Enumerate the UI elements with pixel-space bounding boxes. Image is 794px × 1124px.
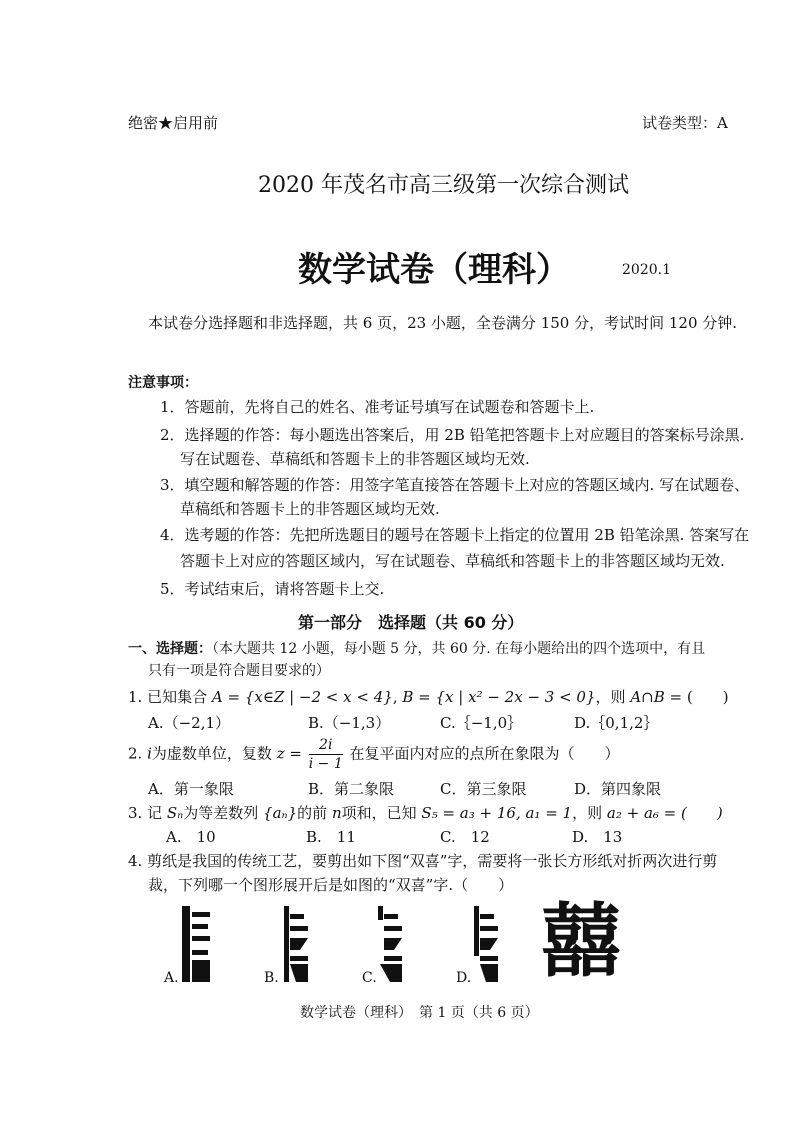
q2-fraction-denominator: i − 1 <box>308 756 343 772</box>
q1-option-b: B.（−1,3） <box>308 714 391 732</box>
q4-option-a-figure <box>180 906 212 982</box>
q4-option-b-figure <box>282 906 312 982</box>
paper-type-label: 试卷类型：A <box>642 114 728 132</box>
section-instruction-continued: 只有一项是符合题目要求的） <box>148 663 330 679</box>
section-title: 第一部分 选择题（共 60 分） <box>298 613 524 632</box>
q3-stem-e: ，则 <box>572 804 603 822</box>
q4-label-c: C. <box>362 970 377 986</box>
section-instruction <box>128 638 705 658</box>
note-item: 3．填空题和解答题的作答：用签字笔直接答在答题卡上对应的答题区域内. 写在试题卷、 <box>160 476 750 494</box>
note-item: 4．选考题的作答：先把所选题目的题号在答题卡上指定的位置用 2B 铅笔涂黑. 答案写在 <box>160 526 750 544</box>
q4-target-glyph: 囍 <box>541 894 621 988</box>
section-instruction-lead: 一、选择题： <box>128 641 212 657</box>
q3-option-d: D. 13 <box>572 828 623 846</box>
q4-label-b: B. <box>264 970 279 986</box>
q4-label-a: A. <box>164 970 179 986</box>
q2-option-d: D．第四象限 <box>574 780 662 798</box>
q4-option-d-figure <box>472 906 502 982</box>
q3-n-variable: n <box>331 804 342 822</box>
paper-subtitle: 数学试卷（理科） <box>298 250 570 290</box>
q2-fraction-numerator: 2i <box>309 736 343 755</box>
q1-option-a: A.（−2,1） <box>148 714 231 732</box>
q1-option-d: D.｛0,1,2｝ <box>574 714 659 732</box>
q1-answer-paren: = ( ) <box>669 688 729 706</box>
q2-option-b: B．第二象限 <box>308 780 395 798</box>
question-2-stem <box>128 736 620 773</box>
q1-separator: , <box>392 688 398 706</box>
note-item: 2．选择题的作答：每小题选出答案后，用 2B 铅笔把答题卡上对应题目的答案标号涂黑. <box>160 426 745 444</box>
q3-stem-prefix: 3. 记 <box>128 804 163 822</box>
exam-title: 2020 年茂名市高三级第一次综合测试 <box>258 173 629 198</box>
q2-i-variable: i <box>147 744 152 763</box>
q3-option-a: A. 10 <box>166 828 216 846</box>
q3-stem-c: 的前 <box>297 804 328 822</box>
q2-fraction <box>309 736 343 773</box>
question-3-stem <box>128 802 723 823</box>
q2-stem-mid: 为虚数单位，复数 <box>151 744 272 763</box>
q1-stem-mid: ，则 <box>595 688 626 706</box>
q1-option-c: C.｛−1,0｝ <box>440 714 523 732</box>
q3-ask: a₂ + a₆ = ( ) <box>606 804 723 822</box>
notes-heading: 注意事项： <box>128 375 198 391</box>
q3-stem-d: 项和，已知 <box>341 804 417 822</box>
q1-stem-prefix: 1. 已知集合 <box>128 688 208 706</box>
q1-set-a: A = {x∈Z | −2 < x < 4} <box>211 688 393 706</box>
q3-sn: Sₙ <box>166 804 184 822</box>
question-4-stem-continued: 裁，下列哪一个图形展开后是如图的“双喜”字.（ ） <box>148 876 514 894</box>
note-item: 1．答题前，先将自己的姓名、准考证号填写在试题卷和答题卡上. <box>160 398 595 416</box>
q3-condition: S₅ = a₃ + 16, a₁ = 1 <box>421 804 573 822</box>
q3-sequence: {aₙ} <box>263 804 298 822</box>
question-1-stem <box>128 686 729 707</box>
q3-option-c: C. 12 <box>440 828 490 846</box>
note-item: 5．考试结束后，请将答题卡上交. <box>160 580 385 598</box>
q2-z-equals: z = <box>276 744 302 763</box>
note-item-continued: 写在试题卷、草稿纸和答题卡上的非答题区域均无效. <box>180 450 530 468</box>
q2-option-a: A．第一象限 <box>148 780 234 798</box>
q4-label-d: D. <box>456 970 472 986</box>
q2-option-c: C．第三象限 <box>440 780 527 798</box>
q3-option-b: B. 11 <box>306 828 356 846</box>
note-item-continued: 草稿纸和答题卡上的非答题区域均无效. <box>180 500 440 518</box>
q2-stem-end: 在复平面内对应的点所在象限为（ ） <box>349 744 620 763</box>
q1-set-b: B = {x | x² − 2x − 3 < 0} <box>402 688 596 706</box>
note-item-continued: 答题卡上对应的答题区域内，写在试题卷、草稿纸和答题卡上的非答题区域均无效. <box>180 552 725 570</box>
confidential-label: 绝密★启用前 <box>128 114 219 132</box>
exam-date: 2020.1 <box>622 262 671 278</box>
q3-stem-b: 为等差数列 <box>183 804 259 822</box>
page-footer: 数学试卷（理科） 第 1 页（共 6 页） <box>300 1005 539 1021</box>
q1-expression: A∩B <box>630 688 665 706</box>
q4-option-c-figure <box>376 906 406 982</box>
paper-intro: 本试卷分选择题和非选择题，共 6 页，23 小题，全卷满分 150 分，考试时间 120 分钟. <box>148 314 738 332</box>
q2-stem-prefix: 2. <box>128 744 143 763</box>
question-4-stem: 4. 剪纸是我国的传统工艺，要剪出如下图“双喜”字，需要将一张长方形纸对折两次进行剪 <box>128 852 718 870</box>
section-instruction-text: （本大题共 12 小题，每小题 5 分，共 60 分. 在每小题给出的四个选项中，有且 <box>212 641 706 657</box>
